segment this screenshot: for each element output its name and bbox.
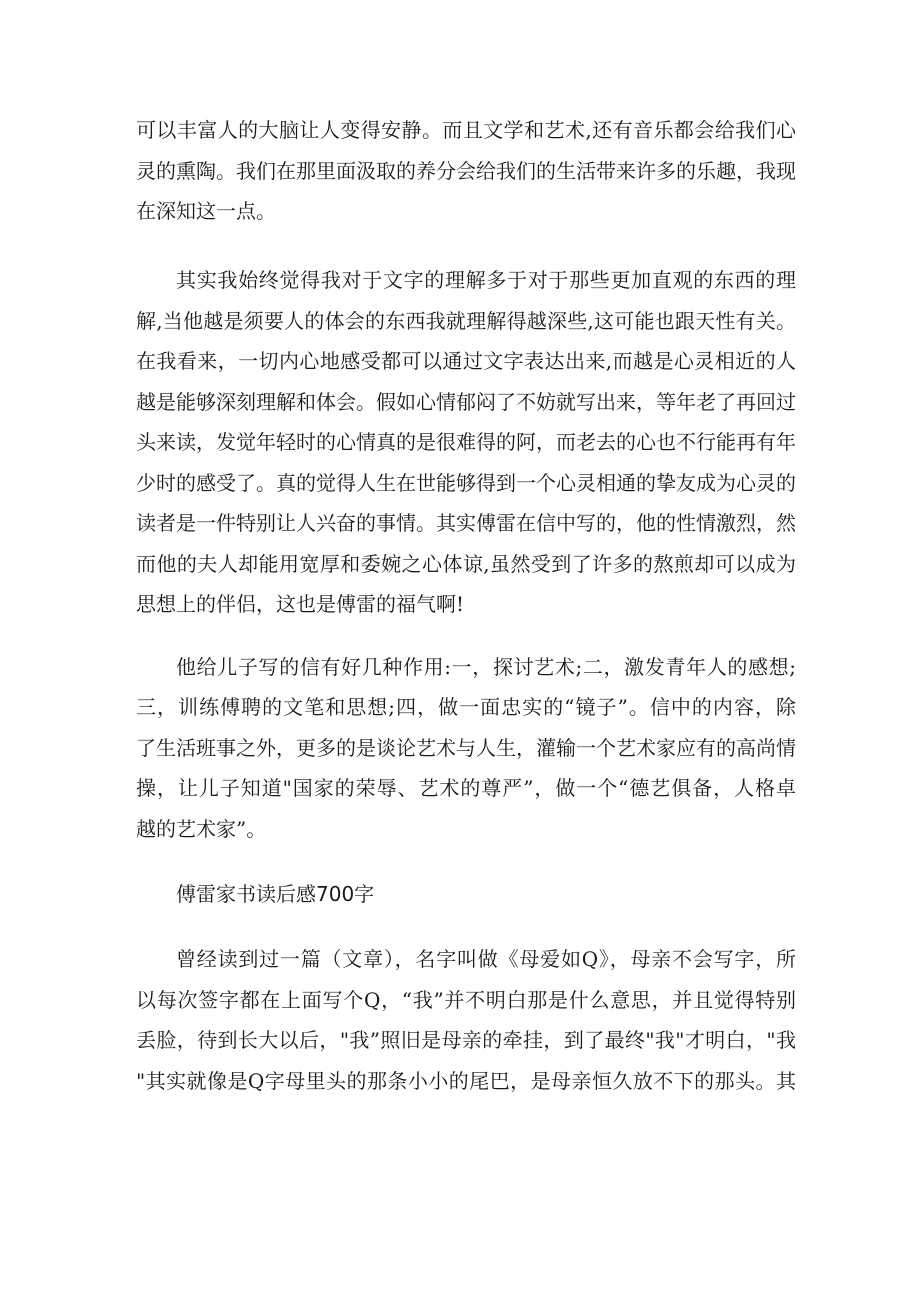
text-line: 越的艺术家”。: [136, 817, 267, 841]
section-heading: 傅雷家书读后感700字: [176, 882, 375, 906]
text-line: 思想上的伴侣，这也是傅雷的福气啊!: [136, 592, 465, 616]
text-line: 丢脸，待到长大以后，"我”照旧是母亲的牵挂，到了最终"我"才明白，"我: [136, 1028, 796, 1052]
text-line: 在我看来，一切内心地感受都可以通过文字表达出来,而越是心灵相近的人: [136, 349, 796, 373]
text-line: 解,当他越是须要人的体会的东西我就理解得越深些,这可能也跟天性有关。: [136, 309, 796, 333]
text-line: 他给儿子写的信有好几种作用:一，探讨艺术;二，激发青年人的感想;: [176, 655, 796, 679]
text-line: "其实就像是Q字母里头的那条小小的尾巴，是母亲恒久放不下的那头。其: [136, 1069, 796, 1093]
text-line: 了生活班事之外，更多的是谈论艺术与人生，灌输一个艺术家应有的高尚情: [136, 736, 796, 760]
text-line: 在深知这一点。: [136, 199, 276, 223]
text-line: 而他的夫人却能用宽厚和委婉之心体谅,虽然受到了许多的熬煎却可以成为: [136, 552, 796, 576]
text-line: 头来读，发觉年轻时的心情真的是很难得的阿，而老去的心也不行能再有年: [136, 430, 796, 454]
text-line: 三，训练傅聘的文笔和思想;四，做一面忠实的“镜子”。信中的内容，除: [136, 695, 796, 719]
text-line: 其实我始终觉得我对于文字的理解多于对于那些更加直观的东西的理: [176, 268, 796, 292]
text-line: 曾经读到过一篇（文章），名字叫做《母爱如Q》，母亲不会写字，所: [176, 947, 796, 971]
text-line: 灵的熏陶。我们在那里面汲取的养分会给我们的生活带来许多的乐趣，我现: [136, 159, 796, 183]
text-line: 少时的感受了。真的觉得人生在世能够得到一个心灵相通的挚友成为心灵的: [136, 471, 796, 495]
text-line: 读者是一件特别让人兴奋的事情。其实傅雷在信中写的，他的性情激烈，然: [136, 511, 796, 535]
text-line: 操，让儿子知道"国家的荣辱、艺术的尊严”，做一个“德艺俱备，人格卓: [136, 776, 796, 800]
text-line: 越是能够深刻理解和体会。假如心情郁闷了不妨就写出来，等年老了再回过: [136, 390, 796, 414]
text-line: 可以丰富人的大脑让人变得安静。而且文学和艺术,还有音乐都会给我们心: [136, 118, 796, 142]
text-line: 以每次签字都在上面写个Q，“我”并不明白那是什么意思，并且觉得特别: [136, 988, 796, 1012]
